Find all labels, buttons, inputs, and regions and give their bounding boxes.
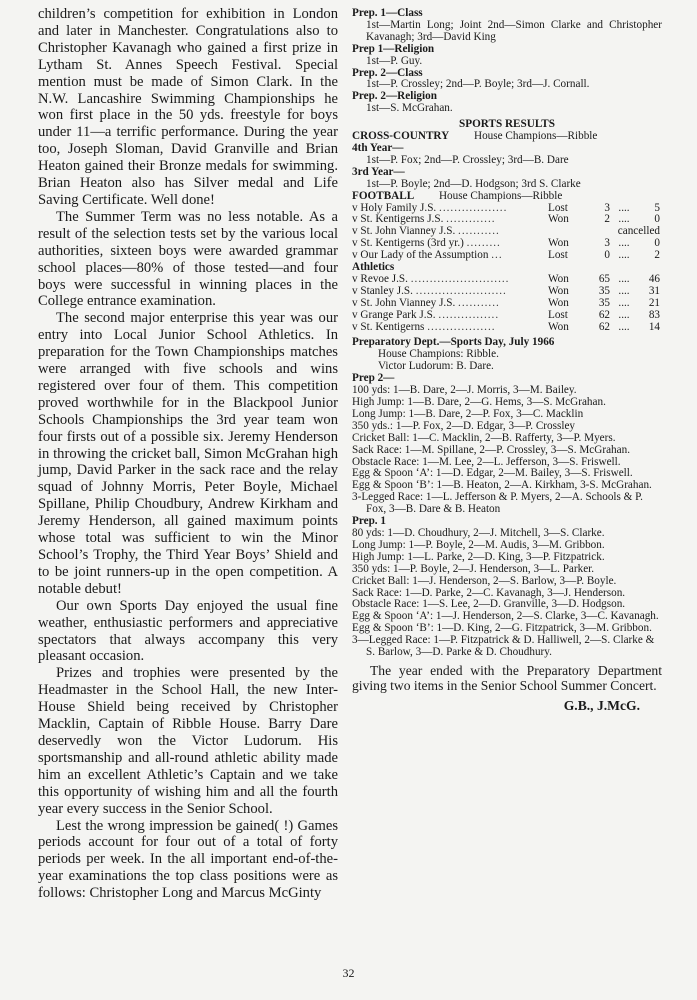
prep1-label: Prep. 1 [352,515,386,528]
table-row: v St. Kentigerns J.S. ............. Won 2 .... 0 [352,213,660,226]
paragraph: The second major enterprise this year was our entry into Local Junior School Athletics. In preparation for the Town Championships matches were arranged with five schools and wins registered over four of them. This competition proved worthwhile for in the Blackpool Junior Schools Championships the 3rd year team won four firsts out of a possible six. Jeremy Henderson in throwing the cricket ball, Simon McGrahan high jump, David Parker in the sack race and the relay squad of Johnny Morris, Peter Boyle, Michael Spillane, Philip Choudbury, Andrew Kirkham and Jeremy Henderson, all gained maximum points whose total was sufficient to win the Minor School’s Trophy, the Third Year Boys’ Shield and to be joint runners-up in the open competition. A notable debut! [38,310,338,597]
sports-day-title: Preparatory Dept.—Sports Day, July 1966 [352,336,555,349]
score-b: 5 [654,201,660,214]
closing-paragraph [352,663,662,694]
table-row: v St. John Vianney J.S. ........... cancelled [352,225,660,238]
right-column [352,8,662,712]
score-b: 14 [648,320,660,333]
victor-ludorum: Victor Ludorum: B. Dare. [378,360,494,373]
score-a: 35 [598,296,610,309]
team: v Holy Family J.S. [352,202,437,214]
result: Won [548,213,569,226]
team: v St. John Vianney J.S. [352,226,456,238]
score-b: 2 [654,249,660,262]
score-a: 65 [598,272,610,285]
year4-results: 1st—P. Fox; 2nd—P. Crossley; 3rd—B. Dare [366,153,569,166]
score-a: 2 [604,213,610,226]
class-label: Prep 1—Religion [352,42,435,55]
cross-country-label: CROSS-COUNTRY [352,130,450,143]
event-result: 350 yds: 1—P. Boyle, 2—J. Henderson, 3—L. Parker. [352,562,595,575]
score-b: 46 [648,272,660,285]
class-label: Prep. 1—Class [352,7,423,19]
athletics-table [352,274,662,334]
event-result: Sack Race: 1—M. Spillane, 2—P. Crossley, 3—S. McGrahan. [352,443,630,456]
class-results [352,8,662,115]
event-result: Long Jump: 1—P. Boyle, 2—M. Audis, 3—M. Gribbon. [352,538,605,551]
table-row: v Stanley J.S. ........................ Won 35 .... 31 [352,284,660,297]
score-b: 21 [648,296,660,309]
sports-title: SPORTS RESULTS [459,118,555,131]
table-row: v Our Lady of the Assumption ... Lost 0 .... 2 [352,249,660,262]
event-result: Egg & Spoon ‘A’: 1—J. Henderson, 2—S. Clarke, 3—C. Kavanagh. [352,610,659,623]
year3-results: 1st—P. Boyle; 2nd—D. Hodgson; 3rd S. Clarke [366,177,581,190]
score-a: 62 [598,308,610,321]
table-row: v St. Kentigerns (3rd yr.) ......... Won 3 .... 0 [352,237,660,250]
table-row: v Holy Family J.S. .................. Lost 3 .... 5 [352,201,660,214]
football-table [352,203,662,263]
team: v Stanley J.S. [352,285,413,297]
score-a: 3 [604,237,610,250]
event-result: Egg & Spoon ‘A’: 1—D. Edgar, 2—M. Bailey, 3—S. Friswell. [352,467,633,480]
result: cancelled [617,225,660,238]
team: v St. Kentigerns J.S. [352,214,444,226]
football-heading [352,191,662,203]
table-row: v St. John Vianney J.S. ........... Won 35 .... 21 [352,296,660,309]
house-champions: House Champions: Ribble. [378,348,499,361]
left-column [38,6,338,902]
event-result: 3—Legged Race: 1—P. Fitzpatrick & D. Halliwell, 2—S. Clarke & S. Barlow, 3—D. Parke & D. Choudhury. [352,634,655,659]
event-result: Obstacle Race: 1—M. Lee, 2—L. Jefferson, 3—S. Friswell. [352,455,621,468]
result: Lost [548,201,568,214]
team: v St. Kentigerns [352,321,425,333]
event-result: High Jump: 1—B. Dare, 2—G. Hems, 3—S. McGrahan. [352,396,606,408]
event-result: 3-Legged Race: 1—L. Jefferson & P. Myers, 2—A. Schools & P. Fox, 3—B. Dare & B. Heaton [352,491,643,516]
class-label: Prep. 2—Class [352,66,423,79]
event-result: Egg & Spoon ‘B’: 1—D. King, 2—G. Fitzpatrick, 3—M. Gribbon. [352,622,652,635]
event-result: High Jump: 1—L. Parke, 2—D. King, 3—P. Fitzpatrick. [352,550,605,563]
year3-label: 3rd Year— [352,165,405,178]
event-result: Egg & Spoon ‘B’: 1—B. Heaton, 2—A. Kirkham, 3-S. McGrahan. [352,479,652,492]
score-a: 0 [604,249,610,262]
class-text: 1st—S. McGrahan. [366,102,453,115]
score-a: 3 [604,201,610,214]
closing-text: The year ended with the Preparatory Department giving two items in the Senior School Summer Concert. [352,662,662,694]
score-a: 35 [598,284,610,297]
class-text: 1st—P. Guy. [366,54,423,67]
event-result: Long Jump: 1—B. Dare, 2—P. Fox, 3—C. Macklin [352,407,584,420]
team: v Grange Park J.S. [352,309,436,321]
result: Won [548,237,569,250]
paragraph: Lest the wrong impression be gained( !) Games periods account for four out of a total of forty periods per week. In the all important end-of-the-year examinations the top class positions were as follows: Christopher Long and Marcus McGinty [38,817,338,902]
result: Won [548,320,569,333]
score-b: 0 [654,237,660,250]
team: v St. John Vianney J.S. [352,297,456,309]
event-result: Obstacle Race: 1—S. Lee, 2—D. Granville, 3—D. Hodgson. [352,598,626,611]
result: Won [548,284,569,297]
paragraph: Prizes and trophies were presented by the Headmaster in the School Hall, the new Inter-House Shield being received by Christopher Macklin, Captain of Ribble House. Barry Dare deservedly won the Victor Ludorum. His sportsmanship and all-round athletic ability made him an excellent Athletic’s Captain and we take this opportunity of wishing him and all the fourth year every success in the Senior School. [38,665,338,817]
score-a: 62 [598,320,610,333]
page-number: 32 [342,966,355,980]
football-label: FOOTBALL [352,189,415,202]
result: Lost [548,308,568,321]
paragraph: children’s competition for exhibition in London and later in Manchester. Congratulations also to Christopher Kavanagh who gained a first prize in Lytham St. Annes Speech Festival. Special mention must be made of Simon Clark. In the N.W. Lancashire Swimming Championships he won first place in the 50 yds. freestyle for boys under 11—a terrific performance. During the year too, Joseph Sloman, David Granville and Brian Heaton gained their Bronze medals for swimming. Brian Heaton also has Silver medal and Life Saving Certificate. Well done! [38,6,338,208]
athletics-label: Athletics [352,261,395,274]
class-text: 1st—Martin Long; Joint 2nd—Simon Clarke and Christopher Kavanagh; 3rd—David King [366,18,662,43]
year4-label: 4th Year— [352,141,404,154]
score-b: 31 [648,284,660,297]
class-label: Prep. 2—Religion [352,90,437,103]
signature: G.B., J.McG. [563,697,640,713]
cross-country-champions: House Champions—Ribble [474,130,598,143]
team: v Revoe J.S. [352,273,408,285]
event-result: Cricket Ball: 1—J. Henderson, 2—S. Barlow, 3—P. Boyle. [352,574,617,587]
football-champions: House Champions—Ribble [438,189,563,202]
result: Lost [548,249,568,262]
table-row: v Grange Park J.S. ................ Lost 62 .... 83 [352,308,660,321]
team: v St. Kentigerns (3rd yr.) [352,238,464,250]
event-result: Sack Race: 1—D. Parke, 2—C. Kavanagh, 3—J. Henderson. [352,586,626,599]
class-text: 1st—P. Crossley; 2nd—P. Boyle; 3rd—J. Cornall. [366,78,590,91]
paragraph: The Summer Term was no less notable. As a result of the selection tests set by the various local authorities, sixteen boys were awarded grammar school places—80% of those tested—and four boys were successful in winning places in the College entrance examination. [38,208,338,310]
result: Won [548,296,569,309]
table-row: v Revoe J.S. .......................... Won 65 .... 46 [352,272,660,285]
result: Won [548,272,569,285]
score-b: 83 [648,308,660,321]
team: v Our Lady of the Assumption [352,250,489,262]
event-result: Cricket Ball: 1—C. Macklin, 2—B. Rafferty, 3—P. Myers. [352,431,616,444]
table-row: v St. Kentigerns .................. Won 62 .... 14 [352,320,660,333]
score-b: 0 [654,213,660,226]
event-result: 350 yds.: 1—P. Fox, 2—D. Edgar, 3—P. Crossley [352,419,576,432]
event-result: 80 yds: 1—D. Choudhury, 2—J. Mitchell, 3—S. Clarke. [352,526,605,539]
paragraph: Our own Sports Day enjoyed the usual fine weather, enthusiastic performers and appreciative spectators that always accompany this very pleasant occasion. [38,597,338,665]
prep2-label: Prep 2— [352,372,395,385]
event-result: 100 yds: 1—B. Dare, 2—J. Morris, 3—M. Bailey. [352,384,577,397]
